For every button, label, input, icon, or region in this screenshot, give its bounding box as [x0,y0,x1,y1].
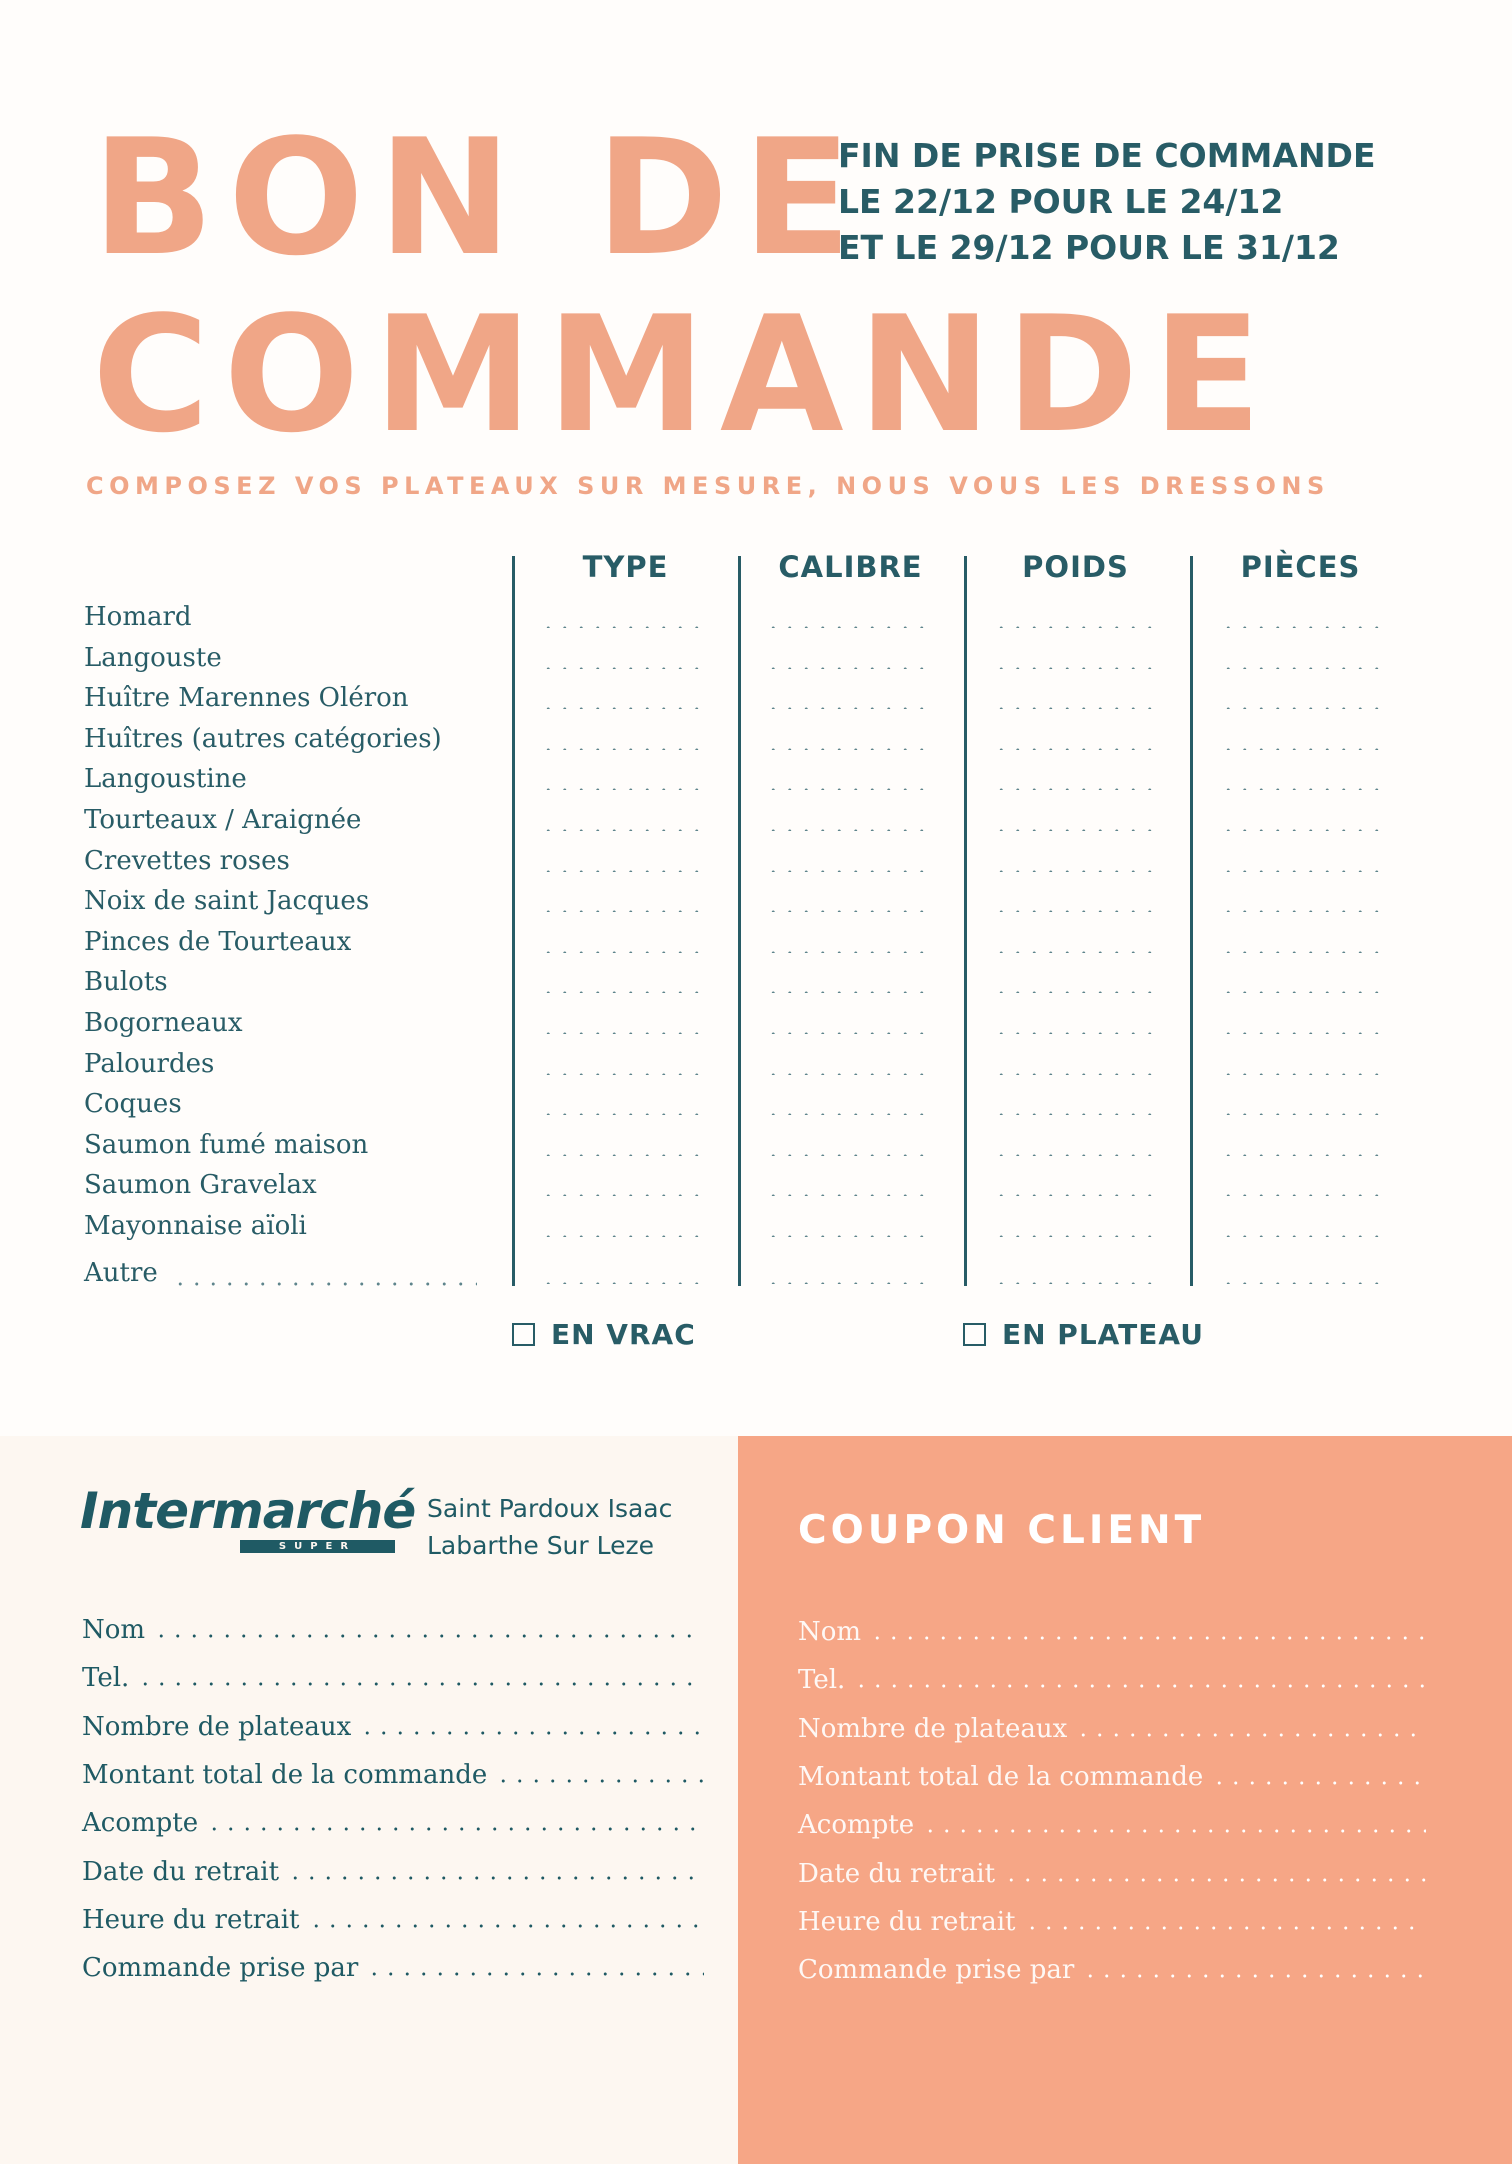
store-form-row [82,1857,704,1897]
coupon-form-input[interactable] [1075,1733,1426,1737]
coupon-form-row [798,1617,1426,1657]
field-pieces[interactable] [1220,1032,1390,1034]
store-form-input[interactable] [287,1876,704,1880]
field-calibre[interactable] [765,991,935,993]
product-row-label: Saumon Gravelax [84,1170,317,1201]
store-form-row [82,1760,704,1800]
field-poids[interactable] [993,829,1163,831]
column-header-pieces: PIÈCES [1240,550,1361,584]
deadline-line-2: LE 22/12 POUR LE 24/12 [838,182,1284,221]
store-form-row [82,1663,704,1703]
field-pieces[interactable] [1220,951,1390,953]
product-row-label: Huîtres (autres catégories) [84,723,442,754]
store-form-row [82,1712,704,1752]
field-type[interactable] [540,1154,710,1156]
product-row-label: Mayonnaise aïoli [84,1211,307,1241]
coupon-form-label: Nombre de plateaux [798,1713,1068,1744]
coupon-form-label: Commande prise par [798,1955,1075,1986]
coupon-form-label: Date du retrait [798,1858,996,1889]
product-row-label: Langoustine [84,764,247,795]
coupon-form-input[interactable] [1082,1974,1426,1978]
title-line-2: COMMANDE [92,281,1276,468]
en-plateau-label: EN PLATEAU [1002,1318,1204,1351]
field-poids[interactable] [993,748,1163,750]
field-type[interactable] [540,626,710,628]
product-row-label: Bogorneaux [84,1008,243,1038]
field-poids[interactable] [993,667,1163,669]
order-deadline [838,133,1376,271]
field-pieces[interactable] [1220,1113,1390,1115]
column-header-type: TYPE [582,550,669,584]
field-pieces[interactable] [1220,707,1390,709]
field-type[interactable] [540,748,710,750]
field-type[interactable] [540,870,710,872]
field-type[interactable] [540,910,710,912]
field-pieces[interactable] [1220,910,1390,912]
field-type[interactable] [540,829,710,831]
intermarche-logo: Intermarché [80,1482,416,1540]
field-poids[interactable] [993,1235,1163,1237]
coupon-form-row [798,1762,1426,1802]
store-form-label: Nombre de plateaux [82,1711,352,1742]
en-vrac-label: EN VRAC [551,1318,696,1351]
store-form-row [82,1808,704,1848]
coupon-form-label: Nom [798,1617,862,1647]
product-row-label: Langouste [84,642,222,673]
store-form-label: Heure du retrait [82,1904,300,1935]
field-calibre[interactable] [765,748,935,750]
coupon-form-label: Tel. [798,1665,846,1696]
field-poids[interactable] [993,707,1163,709]
coupon-title: COUPON CLIENT [798,1508,1206,1553]
store-form-label: Tel. [82,1663,130,1694]
field-type[interactable] [540,788,710,790]
en-vrac-option[interactable] [512,1318,696,1351]
field-calibre[interactable] [765,1073,935,1075]
coupon-form-input[interactable] [1003,1878,1426,1882]
store-form-row [82,1953,704,1993]
column-divider [512,556,515,1286]
field-poids[interactable] [993,1073,1163,1075]
coupon-form-input[interactable] [1211,1781,1426,1785]
field-calibre[interactable] [765,829,935,831]
field-pieces[interactable] [1220,788,1390,790]
field-calibre[interactable] [765,1032,935,1034]
field-type[interactable] [540,667,710,669]
field-type[interactable] [540,1032,710,1034]
field-poids[interactable] [993,626,1163,628]
store-form-label: Acompte [82,1808,199,1839]
store-form-input[interactable] [366,1972,704,1976]
checkbox-en-vrac[interactable] [512,1323,535,1346]
field-pieces[interactable] [1220,1282,1390,1284]
coupon-form-row [798,1714,1426,1754]
coupon-form-input[interactable] [922,1829,1426,1833]
checkbox-en-plateau[interactable] [963,1323,986,1346]
field-pieces[interactable] [1220,1154,1390,1156]
coupon-form-label: Montant total de la commande [798,1761,1204,1792]
coupon-form-row [798,1859,1426,1899]
store-form-label: Montant total de la commande [82,1759,488,1790]
store-form-input[interactable] [137,1682,704,1686]
tagline: COMPOSEZ VOS PLATEAUX SUR MESURE, NOUS VOUS LES DRESSONS [86,472,1330,500]
store-form-input[interactable] [153,1634,704,1638]
store-form-label: Nom [82,1615,146,1645]
field-poids[interactable] [993,991,1163,993]
field-pieces[interactable] [1220,829,1390,831]
field-pieces[interactable] [1220,870,1390,872]
field-calibre[interactable] [765,667,935,669]
product-row-label: Huître Marennes Oléron [84,683,409,714]
store-form-label: Commande prise par [82,1953,359,1984]
field-calibre[interactable] [765,951,935,953]
column-header-poids: POIDS [1022,550,1129,584]
coupon-form-input[interactable] [853,1684,1426,1688]
product-row-label: Tourteaux / Araignée [84,805,362,835]
coupon-form-label: Acompte [798,1810,915,1841]
coupon-form-row [798,1665,1426,1705]
store-form-row [82,1905,704,1945]
product-row-label: Palourdes [84,1048,215,1079]
column-header-calibre: CALIBRE [778,550,923,584]
field-type[interactable] [540,1113,710,1115]
store-form-label: Date du retrait [82,1856,280,1887]
field-pieces[interactable] [1220,1235,1390,1237]
en-plateau-option[interactable] [963,1318,1204,1351]
product-row-label: Autre [84,1258,158,1288]
store-form-row [82,1615,704,1655]
coupon-form-row [798,1907,1426,1947]
field-calibre[interactable] [765,788,935,790]
field-calibre[interactable] [765,1194,935,1196]
coupon-form-input[interactable] [1024,1926,1427,1930]
store-form-input[interactable] [359,1731,704,1735]
field-pieces[interactable] [1220,1073,1390,1075]
product-row-label: Saumon fumé maison [84,1129,369,1160]
product-row-label: Pinces de Tourteaux [84,926,352,957]
product-row-label: Crevettes roses [84,845,290,876]
field-calibre[interactable] [765,1154,935,1156]
deadline-line-3: ET LE 29/12 POUR LE 31/12 [838,228,1340,267]
store-form-input[interactable] [206,1827,704,1831]
field-calibre[interactable] [765,1235,935,1237]
store-location-2: Labarthe Sur Leze [427,1531,655,1560]
field-calibre[interactable] [765,707,935,709]
field-type[interactable] [540,707,710,709]
field-poids[interactable] [993,1194,1163,1196]
coupon-form-row [798,1955,1426,1995]
field-poids[interactable] [993,788,1163,790]
intermarche-logo-sub: SUPER [240,1540,395,1553]
field-poids[interactable] [993,951,1163,953]
product-row-label: Homard [84,602,192,632]
coupon-form-input[interactable] [869,1636,1426,1640]
column-divider [964,556,967,1286]
title-line-1: BON DE [92,104,866,291]
field-poids[interactable] [993,1154,1163,1156]
product-row-label: Noix de saint Jacques [84,886,370,917]
field-calibre[interactable] [765,870,935,872]
field-calibre[interactable] [765,910,935,912]
field-calibre[interactable] [765,626,935,628]
product-row-label: Coques [84,1089,182,1120]
column-divider [1190,556,1193,1286]
store-location-1: Saint Pardoux Isaac [427,1494,673,1523]
field-poids[interactable] [993,1113,1163,1115]
field-pieces[interactable] [1220,1194,1390,1196]
column-divider [738,556,741,1286]
store-locations [427,1490,672,1564]
field-type[interactable] [540,1073,710,1075]
field-calibre[interactable] [765,1282,935,1284]
field-type[interactable] [540,1194,710,1196]
field-poids[interactable] [993,1282,1163,1284]
store-form-input[interactable] [495,1779,704,1783]
field-pieces[interactable] [1220,667,1390,669]
field-calibre[interactable] [765,1113,935,1115]
coupon-form-label: Heure du retrait [798,1906,1016,1937]
deadline-line-1: FIN DE PRISE DE COMMANDE [838,136,1376,175]
field-type[interactable] [540,1235,710,1237]
autre-write-in-field[interactable] [172,1282,477,1286]
field-pieces[interactable] [1220,748,1390,750]
store-form-input[interactable] [308,1924,705,1928]
field-type[interactable] [540,951,710,953]
field-type[interactable] [540,1282,710,1284]
field-pieces[interactable] [1220,626,1390,628]
field-poids[interactable] [993,1032,1163,1034]
field-type[interactable] [540,991,710,993]
field-poids[interactable] [993,870,1163,872]
field-pieces[interactable] [1220,991,1390,993]
field-poids[interactable] [993,910,1163,912]
coupon-form-row [798,1810,1426,1850]
product-row-label: Bulots [84,967,168,998]
